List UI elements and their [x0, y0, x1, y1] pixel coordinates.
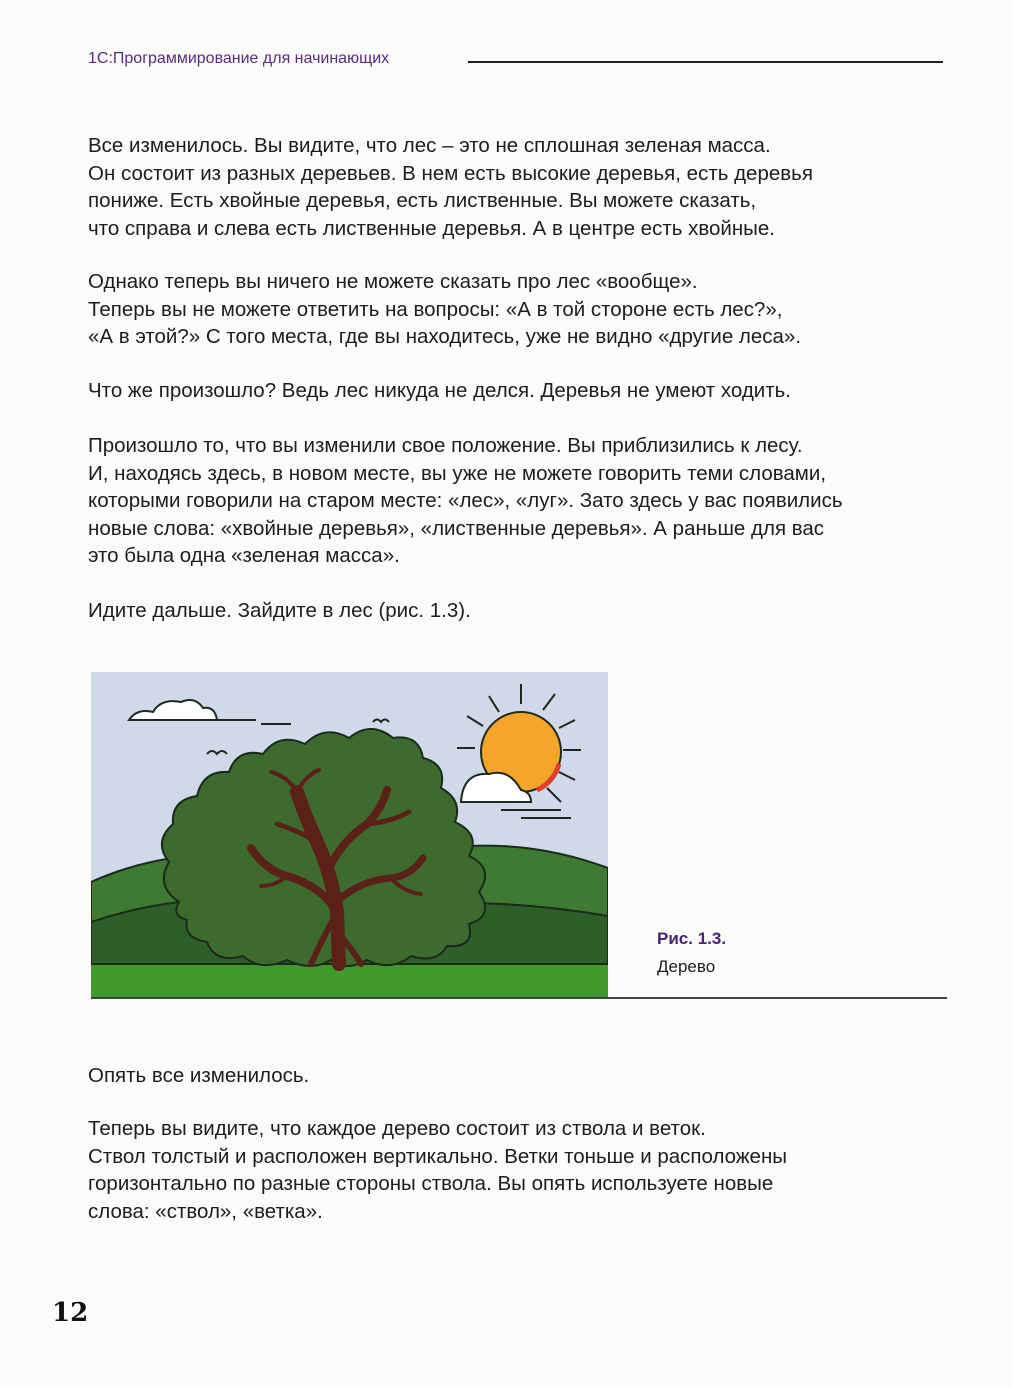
text-line: Однако теперь вы ничего не можете сказать про лес «вообще». — [88, 270, 698, 293]
paragraph-4 — [88, 432, 968, 570]
header-rule — [468, 61, 943, 63]
header-title: 1С:Программирование для начинающих — [88, 50, 390, 67]
text-line: Он состоит из разных деревьев. В нем есть высокие деревья, есть деревья — [88, 161, 813, 185]
paragraph-3 — [88, 377, 968, 405]
tree-illustration — [91, 672, 608, 999]
text-line: которыми говорили на старом месте: «лес», «луг». Зато здесь у вас появились — [88, 489, 843, 512]
paragraph-2 — [88, 268, 968, 351]
page-number: 12 — [52, 1298, 89, 1328]
text-line: Теперь вы видите, что каждое дерево состоит из ствола и веток. — [88, 1117, 706, 1140]
text-line: Произошло то, что вы изменили свое положение. Вы приблизились к лесу. — [88, 434, 803, 457]
text-line: «А в этой?» С того места, где вы находитесь, уже не видно «другие леса». — [88, 325, 802, 348]
text-line: Теперь вы не можете ответить на вопросы: «А в той стороне есть лес?», — [88, 297, 783, 321]
text-line: Идите дальше. Зайдите в лес (рис. 1.3). — [88, 599, 471, 622]
paragraph-7 — [88, 1115, 968, 1225]
grass — [91, 964, 608, 999]
paragraph-5 — [88, 597, 968, 625]
figure-caption-text: Дерево — [657, 957, 716, 976]
figure-rule — [91, 997, 947, 999]
text-line: Что же произошло? Ведь лес никуда не делся. Деревья не умеют ходить. — [88, 379, 792, 402]
text-line: Опять все изменилось. — [88, 1064, 310, 1087]
figure-number: Рис. 1.3. — [657, 929, 727, 948]
paragraph-6 — [88, 1062, 968, 1090]
running-header — [88, 50, 943, 76]
text-line: слова: «ствол», «ветка». — [88, 1199, 323, 1223]
text-line: Все изменилось. Вы видите, что лес – это не сплошная зеленая масса. — [88, 134, 771, 157]
text-line: это была одна «зеленая масса». — [88, 544, 400, 567]
paragraph-1 — [88, 132, 968, 242]
text-line: Ствол толстый и расположен вертикально. Ветки тоньше и расположены — [88, 1144, 788, 1168]
text-line: новые слова: «хвойные деревья», «лиственные деревья». А раньше для вас — [88, 516, 825, 540]
text-line: что справа и слева есть лиственные деревья. А в центре есть хвойные. — [88, 216, 776, 240]
text-line: пониже. Есть хвойные деревья, есть лиственные. Вы можете сказать, — [88, 189, 757, 212]
text-line: горизонтально по разные стороны ствола. Вы опять используете новые — [88, 1172, 774, 1195]
figure-caption — [657, 928, 726, 978]
text-line: И, находясь здесь, в новом месте, вы уже не можете говорить теми словами, — [88, 461, 827, 485]
